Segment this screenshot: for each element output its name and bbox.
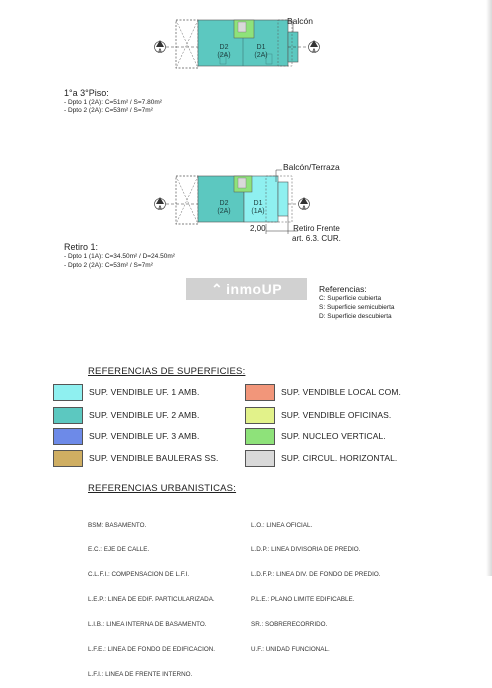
house-icon: ⌃	[210, 280, 224, 297]
legend-storage: SUP. VENDIBLE BAULERAS SS.	[89, 453, 219, 463]
reference-covered: C: Superficie cubierta	[319, 295, 382, 302]
section-mark-left: A	[158, 205, 162, 212]
urban-abbr: L.D.F.P.: LINEA DIV. DE FONDO DE PREDIO.	[251, 571, 381, 579]
urban-abbr: L.I.B.: LINEA INTERNA DE BASAMENTO.	[88, 621, 207, 629]
floor-unit-2-area: - Dpto 2 (2A): C=53m² / S=7m²	[64, 107, 153, 114]
urban-abbr-list-right	[251, 505, 380, 663]
urban-abbr: BSM: BASAMENTO.	[88, 521, 147, 529]
urban-abbr: L.O.: LINEA OFICIAL.	[251, 521, 313, 529]
unit-d1-code: D1	[256, 44, 266, 51]
urban-abbr: L.F.I.: LINEA DE FRENTE INTERNO.	[88, 670, 193, 678]
balcony-label-upper: Balcón	[287, 16, 313, 26]
floor-range-heading: 1°a 3°Piso:	[64, 88, 109, 98]
section-mark-right: A	[312, 48, 316, 55]
swatch-2-room-unit	[53, 407, 83, 424]
urban-abbr: C.L.F.I.: COMPENSACION DE L.F.I.	[88, 571, 190, 579]
setback-article: art. 6.3. CUR.	[292, 234, 341, 243]
urban-abbr-list-left	[88, 505, 215, 688]
unit-d1-code: D1	[253, 200, 263, 207]
references-heading: Referencias:	[319, 284, 367, 294]
swatch-commercial	[245, 384, 275, 401]
urban-heading: REFERENCIAS URBANISTICAS:	[88, 483, 237, 494]
swatch-vertical-core	[245, 428, 275, 445]
swatch-offices	[245, 407, 275, 424]
reference-semicovered: S: Superficie semicubierta	[319, 304, 395, 311]
legend-offices: SUP. VENDIBLE OFICINAS.	[281, 410, 392, 420]
legend-2-room-unit: SUP. VENDIBLE UF. 2 AMB.	[89, 410, 200, 420]
unit-d1-type: (2A)	[254, 52, 268, 59]
swatch-storage	[53, 450, 83, 467]
legend-3-room-unit: SUP. VENDIBLE UF. 3 AMB.	[89, 431, 200, 441]
urban-abbr: L.F.E.: LINEA DE FONDO DE EDIFICACION.	[88, 646, 216, 654]
page-edge-shadow	[486, 0, 492, 576]
setback-unit-1-area: - Dpto 1 (1A): C=34.50m² / D=24.50m²	[64, 253, 175, 260]
surfaces-heading: REFERENCIAS DE SUPERFICIES:	[88, 366, 246, 377]
reference-uncovered: D: Superficie descubierta	[319, 313, 392, 320]
legend-horizontal-circulation: SUP. CIRCUL. HORIZONTAL.	[281, 453, 398, 463]
setback-heading: Retiro 1:	[64, 242, 99, 252]
setback-label: Retiro Frente	[293, 224, 340, 233]
urban-abbr: P.L.E.: PLANO LIMITE EDIFICABLE.	[251, 596, 355, 604]
swatch-1-room-unit	[53, 384, 83, 401]
swatch-horizontal-circulation	[245, 450, 275, 467]
urban-abbr: SR.: SOBRERECORRIDO.	[251, 621, 328, 629]
urban-abbr: L.E.P.: LINEA DE EDIF. PARTICULARIZADA.	[88, 596, 215, 604]
section-mark-left: A	[158, 48, 162, 55]
urban-abbr: E.C.: EJE DE CALLE.	[88, 546, 150, 554]
urban-abbr: L.D.P.: LINEA DIVISORIA DE PREDIO.	[251, 546, 361, 554]
setback-annotation	[292, 224, 341, 244]
urban-abbr: U.F.: UNIDAD FUNCIONAL.	[251, 646, 330, 654]
swatch-3-room-unit	[53, 428, 83, 445]
unit-d2-code: D2	[219, 44, 229, 51]
floor-unit-1-area: - Dpto 1 (2A): C=51m² / S=7.80m²	[64, 99, 162, 106]
legend-1-room-unit: SUP. VENDIBLE UF. 1 AMB.	[89, 387, 200, 397]
section-mark-right: A	[302, 205, 306, 212]
unit-d2-code: D2	[219, 200, 229, 207]
legend-commercial: SUP. VENDIBLE LOCAL COM.	[281, 387, 402, 397]
setback-unit-2-area: - Dpto 2 (2A): C=53m² / S=7m²	[64, 262, 153, 269]
unit-d2-type: (2A)	[217, 208, 231, 215]
balcony-terrace-label: Balcón/Terraza	[283, 162, 340, 172]
unit-d2-type: (2A)	[217, 52, 231, 59]
unit-d1-type: (1A)	[251, 208, 265, 215]
inmoup-watermark	[186, 278, 307, 300]
setback-dimension: 2,00	[250, 224, 266, 233]
legend-vertical-core: SUP. NUCLEO VERTICAL.	[281, 431, 386, 441]
watermark-text: inmoUP	[226, 281, 283, 297]
